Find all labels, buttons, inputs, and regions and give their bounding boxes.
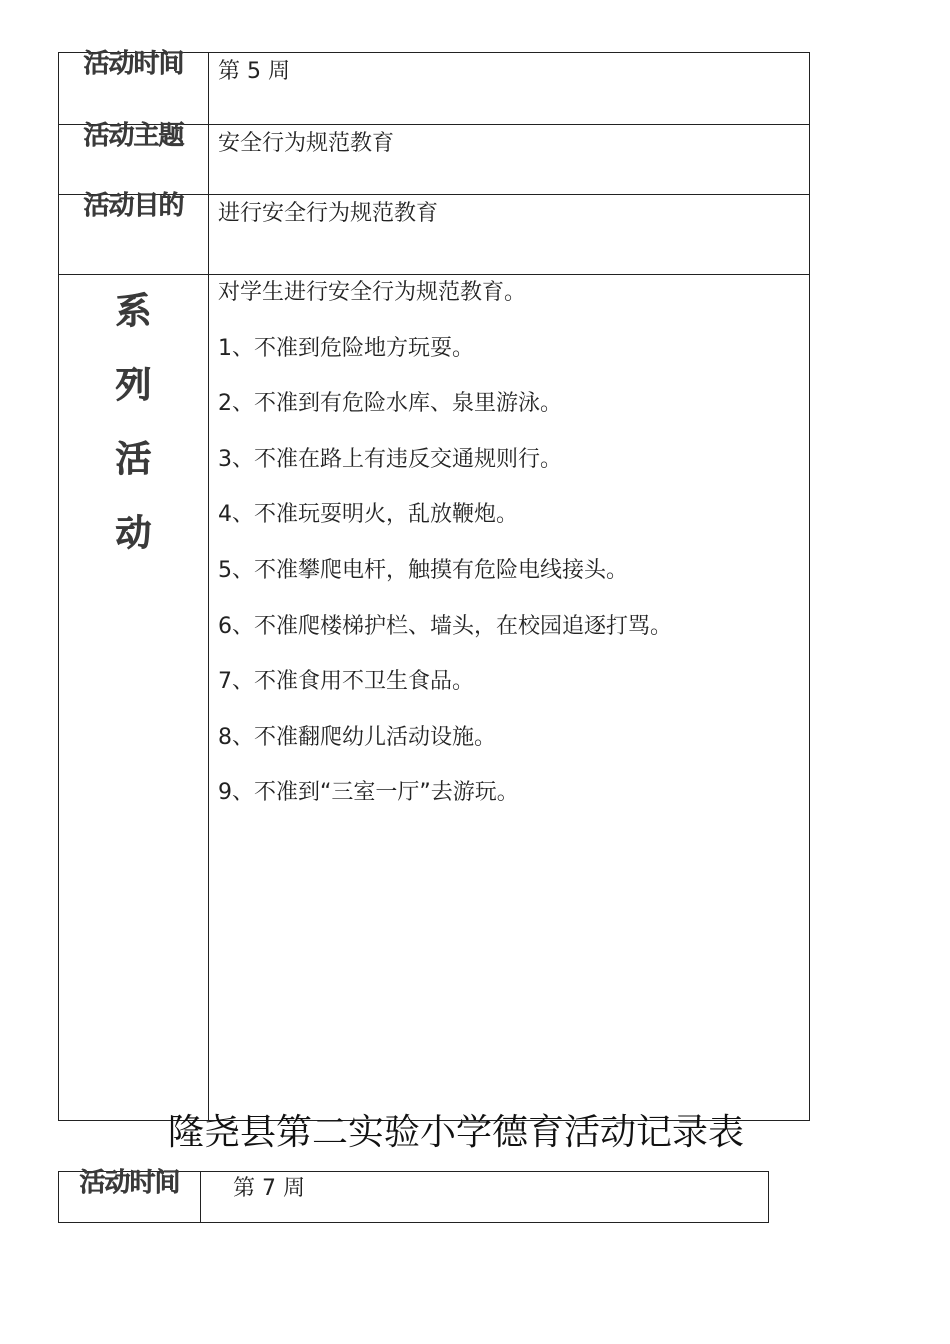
list-item: 9、不准到“三室一厅”去游玩。 [218, 780, 519, 806]
row-activity-theme [59, 121, 809, 195]
list-item: 对学生进行安全行为规范教育。 [218, 280, 527, 305]
series-label-char: 系 [115, 291, 152, 332]
value-activity-time: 第 7 周 [233, 1176, 305, 1201]
label-activity-time: 活动时间 [79, 1168, 180, 1198]
label-series-activities [59, 275, 208, 571]
row-activity-purpose [59, 191, 809, 275]
activity-record-table-week5 [58, 49, 810, 1121]
value-activity-time: 第 5 周 [218, 59, 290, 84]
list-item: 7、不准食用不卫生食品。 [218, 669, 474, 695]
list-item: 6、不准爬楼梯护栏、墙头，在校园追逐打骂。 [218, 613, 672, 639]
series-label-char: 动 [115, 513, 152, 554]
column-divider [200, 1172, 201, 1222]
label-activity-theme: 活动主题 [83, 121, 184, 151]
list-item: 5、不准攀爬电杆，触摸有危险电线接头。 [218, 557, 628, 583]
series-label-char: 列 [115, 365, 152, 406]
activity-record-table-week7 [58, 1168, 769, 1223]
value-activity-purpose: 进行安全行为规范教育 [218, 201, 439, 226]
row-series-activities [59, 275, 809, 1120]
series-activity-list [218, 277, 672, 833]
value-activity-theme: 安全行为规范教育 [218, 131, 395, 156]
list-item: 4、不准玩耍明火，乱放鞭炮。 [218, 502, 518, 528]
list-item: 3、不准在路上有违反交通规则行。 [218, 446, 562, 472]
label-activity-time: 活动时间 [83, 49, 184, 79]
list-item: 2、不准到有危险水库、泉里游泳。 [218, 391, 562, 417]
row-activity-time [59, 49, 809, 125]
list-item: 1、不准到危险地方玩耍。 [218, 335, 474, 361]
series-label-char: 活 [115, 439, 152, 480]
label-activity-purpose: 活动目的 [83, 191, 184, 221]
page-title: 隆尧县第二实验小学德育活动记录表 [168, 1112, 745, 1153]
list-item: 8、不准翻爬幼儿活动设施。 [218, 724, 496, 750]
